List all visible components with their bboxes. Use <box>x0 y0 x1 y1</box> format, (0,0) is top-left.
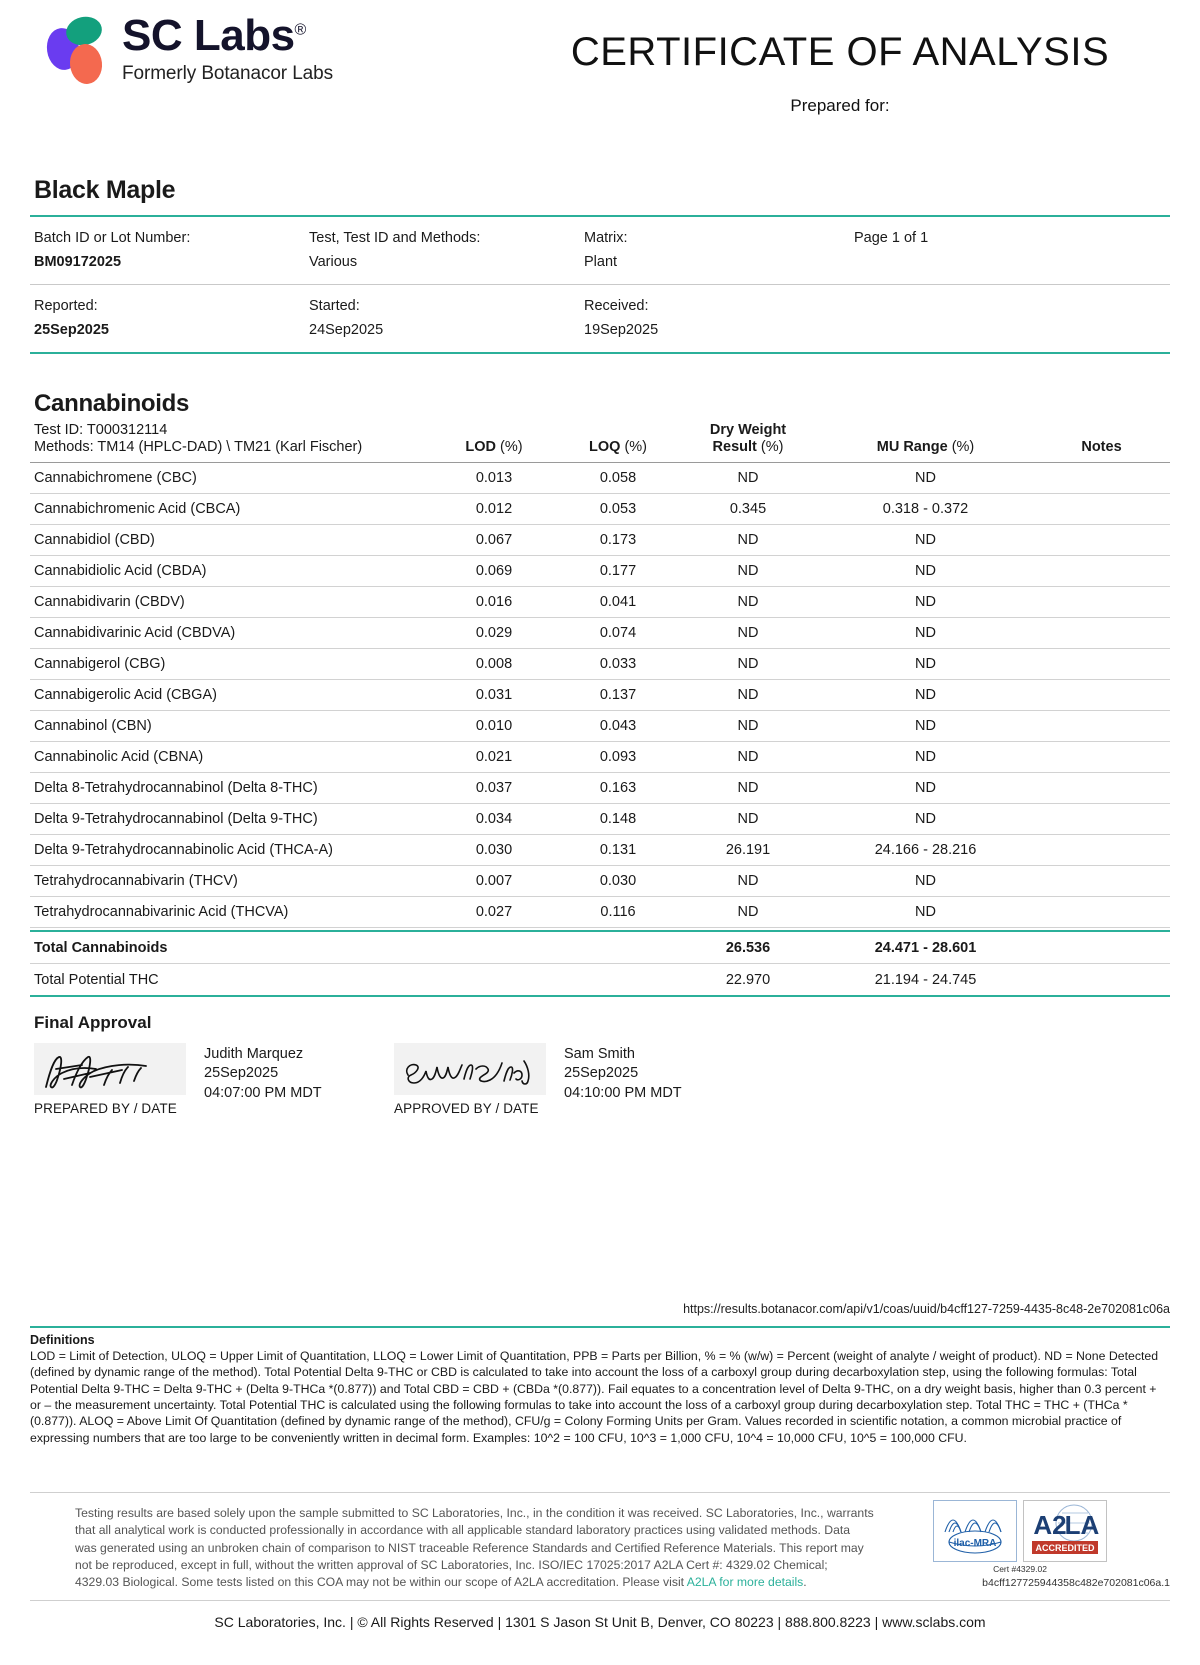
analyte-notes <box>1033 463 1170 494</box>
analyte-result: ND <box>678 773 818 804</box>
a2la-details-link[interactable]: A2LA for more details <box>686 1575 804 1590</box>
column-header-lod <box>430 439 558 461</box>
analyte-notes <box>1033 835 1170 866</box>
field-received <box>584 295 854 342</box>
analyte-lod: 0.021 <box>430 742 558 773</box>
analyte-name: Cannabigerolic Acid (CBGA) <box>30 680 430 711</box>
analyte-mu-range: ND <box>818 773 1033 804</box>
divider-teal-bottom <box>30 352 1170 354</box>
analyte-result: ND <box>678 556 818 587</box>
signature-meta <box>194 1043 322 1116</box>
analyte-mu-range: ND <box>818 897 1033 928</box>
analyte-mu-range: ND <box>818 587 1033 618</box>
analyte-result: ND <box>678 866 818 897</box>
table-row <box>30 618 1170 649</box>
analyte-lod: 0.008 <box>430 649 558 680</box>
analyte-name: Cannabinolic Acid (CBNA) <box>30 742 430 773</box>
a2la-accredited-text: ACCREDITED <box>1035 1543 1095 1553</box>
analyte-notes <box>1033 711 1170 742</box>
field-label: Received: <box>584 297 649 314</box>
analyte-notes <box>1033 494 1170 525</box>
analyte-mu-range: ND <box>818 680 1033 711</box>
analyte-lod: 0.031 <box>430 680 558 711</box>
analyte-notes <box>1033 587 1170 618</box>
analyte-mu-range: ND <box>818 866 1033 897</box>
total-result: 22.970 <box>678 963 818 996</box>
analyte-result: ND <box>678 804 818 835</box>
analyte-lod: 0.029 <box>430 618 558 649</box>
brand-tagline: Formerly Botanacor Labs <box>122 63 334 84</box>
certificate-title-block <box>510 10 1170 116</box>
analyte-loq: 0.074 <box>558 618 678 649</box>
signature-block-prepared-by <box>34 1043 394 1116</box>
signatory-time: 04:07:00 PM MDT <box>204 1085 322 1101</box>
analyte-notes <box>1033 680 1170 711</box>
brand-text <box>122 11 334 85</box>
total-result: 26.536 <box>678 931 818 964</box>
field-test-methods <box>309 227 584 274</box>
a2la-wordmark: A2 <box>1033 1510 1067 1540</box>
analyte-lod: 0.012 <box>430 494 558 525</box>
ilac-mra-logo-icon <box>933 1500 1017 1562</box>
analyte-notes <box>1033 897 1170 928</box>
analyte-loq: 0.131 <box>558 835 678 866</box>
field-spacer <box>854 295 1170 342</box>
analyte-mu-range: ND <box>818 804 1033 835</box>
analyte-name: Cannabinol (CBN) <box>30 711 430 742</box>
total-loq <box>558 931 678 964</box>
sample-info-row-1 <box>30 217 1170 284</box>
analyte-result: ND <box>678 463 818 494</box>
field-label: Matrix: <box>584 230 628 246</box>
mu-text: MU Range <box>876 438 948 455</box>
analyte-notes <box>1033 649 1170 680</box>
field-matrix <box>584 227 854 274</box>
table-row <box>30 866 1170 897</box>
spacer-cell <box>430 422 558 439</box>
total-notes <box>1033 931 1170 964</box>
analyte-lod: 0.069 <box>430 556 558 587</box>
final-approval-title: Final Approval <box>34 1012 152 1032</box>
field-value: 25Sep2025 <box>34 322 109 339</box>
analyte-mu-range: ND <box>818 463 1033 494</box>
analyte-loq: 0.030 <box>558 866 678 897</box>
field-value: 19Sep2025 <box>584 322 659 339</box>
total-row <box>30 963 1170 996</box>
disclaimer-text <box>75 1505 875 1592</box>
sc-labs-logo-icon <box>36 12 114 90</box>
signatory-date: 25Sep2025 <box>204 1065 279 1082</box>
analyte-name: Cannabidiolic Acid (CBDA) <box>30 556 430 587</box>
signature-caption: APPROVED BY / DATE <box>394 1100 539 1116</box>
table-row <box>30 773 1170 804</box>
table-subheader-testid <box>30 422 1170 439</box>
field-label: Started: <box>309 297 360 314</box>
analyte-lod: 0.034 <box>430 804 558 835</box>
page-header <box>30 0 1170 150</box>
total-loq <box>558 963 678 996</box>
field-label: Batch ID or Lot Number: <box>34 230 191 246</box>
analyte-lod: 0.027 <box>430 897 558 928</box>
total-mu-range: 21.194 - 24.745 <box>818 963 1033 996</box>
ilac-mra-icon <box>935 1502 1015 1560</box>
table-row <box>30 897 1170 928</box>
methods-label: Methods: TM14 (HPLC-DAD) \ TM21 (Karl Fischer) <box>34 438 363 455</box>
analyte-lod: 0.010 <box>430 711 558 742</box>
analyte-mu-range: ND <box>818 711 1033 742</box>
accreditation-cert-number: Cert #4329.02 <box>993 1564 1047 1574</box>
analyte-name: Tetrahydrocannabivarin (THCV) <box>30 866 430 897</box>
prepared-for-label: Prepared for: <box>790 96 890 115</box>
analyte-result: ND <box>678 742 818 773</box>
field-batch-id <box>34 227 309 274</box>
signature-image-column <box>34 1043 194 1116</box>
disclaimer-period: . <box>803 1575 807 1590</box>
total-rows-body <box>30 931 1170 996</box>
sample-name: Black Maple <box>34 176 176 204</box>
analyte-name: Tetrahydrocannabivarinic Acid (THCVA) <box>30 897 430 928</box>
signatory-date: 25Sep2025 <box>564 1065 639 1082</box>
analyte-loq: 0.058 <box>558 463 678 494</box>
analyte-lod: 0.037 <box>430 773 558 804</box>
signature-image-column <box>394 1043 554 1116</box>
test-id-label: Test ID: T000312114 <box>34 421 168 438</box>
analyte-result: ND <box>678 618 818 649</box>
divider-disclaimer <box>30 1492 1170 1493</box>
analyte-result: ND <box>678 649 818 680</box>
signatory-time: 04:10:00 PM MDT <box>564 1085 682 1101</box>
analyte-notes <box>1033 742 1170 773</box>
field-value: Various <box>309 254 358 271</box>
analyte-loq: 0.053 <box>558 494 678 525</box>
definitions-body: LOD = Limit of Detection, ULOQ = Upper Limit of Quantitation, LLOQ = Lower Limit of Quantitation, PPB = Parts per Billion, % = % (w/w) = Percent (weight of analyte / weight of product). ND = None Detected (defined by dynamic range of the method). Total Potential Delta 9-THC or CBD is calculated to take into account the loss of a carboxyl group during decarboxylation step, using the following formulas: Total Potential Delta 9-THC = Delta 9-THC + (Delta 9-THCa *(0.877)) and Total CBD = CBD + (CBDa *(0.877)). Fail equates to a concentration level of Delta 9-THC, on a dry weight basis, higher than 0.3 percent + or – the measurement uncertainty. Total Potential THC is calculated using the following formulas to take into account the loss of a carboxyl group during decarboxylation step. Total THC = THC + (THCa *(0.877)). ALOQ = Above Limit Of Quantitation (defined by dynamic range of the method), CFU/g = Colony Forming Units per Gram. Values recorded in scientific notation, a common microbial practice of expressing numbers that are too large to be conveniently written in decimal form. Examples: 10^2 = 100 CFU, 10^3 = 1,000 CFU, 10^4 = 10,000 CFU, 10^5 = 100,000 CFU. <box>30 1349 1159 1445</box>
divider-footer <box>30 1600 1170 1601</box>
total-notes <box>1033 963 1170 996</box>
registered-mark-icon: ® <box>294 21 306 39</box>
field-value: Plant <box>584 254 618 271</box>
column-header-notes: Notes <box>1081 438 1122 455</box>
analyte-name: Cannabidivarinic Acid (CBDVA) <box>30 618 430 649</box>
field-started <box>309 295 584 342</box>
accreditation-block <box>930 1500 1110 1574</box>
total-lod <box>430 931 558 964</box>
page-indicator-label: Page 1 of 1 <box>854 230 929 246</box>
analyte-notes <box>1033 618 1170 649</box>
analyte-result: ND <box>678 587 818 618</box>
a2la-logo-icon <box>1023 1500 1107 1562</box>
analyte-result: ND <box>678 897 818 928</box>
table-row <box>30 556 1170 587</box>
brand-logo <box>30 10 510 90</box>
dry-weight-label: Dry Weight <box>709 421 787 438</box>
field-label: Test, Test ID and Methods: <box>309 230 481 246</box>
analyte-mu-range: ND <box>818 525 1033 556</box>
definitions-title: Definitions <box>30 1333 95 1347</box>
table-row <box>30 711 1170 742</box>
section-title-cannabinoids: Cannabinoids <box>34 389 190 417</box>
column-header-mu-range <box>818 439 1033 461</box>
analyte-mu-range: 0.318 - 0.372 <box>818 494 1033 525</box>
analyte-result: 0.345 <box>678 494 818 525</box>
total-mu-range: 24.471 - 28.601 <box>818 931 1033 964</box>
analyte-name: Delta 9-Tetrahydrocannabinol (Delta 9-THC) <box>30 804 430 835</box>
analyte-name: Cannabichromenic Acid (CBCA) <box>30 494 430 525</box>
ilac-mra-text: ilac-MRA <box>953 1538 997 1549</box>
table-row <box>30 742 1170 773</box>
a2la-icon <box>1024 1501 1106 1561</box>
signatory-name: Sam Smith <box>564 1045 635 1062</box>
spacer-cell <box>818 422 1033 439</box>
loq-unit: (%) <box>624 438 647 455</box>
analyte-lod: 0.030 <box>430 835 558 866</box>
page-indicator <box>854 227 1170 274</box>
field-label: Reported: <box>34 297 98 314</box>
cannabinoids-table <box>30 422 1170 997</box>
table-row <box>30 587 1170 618</box>
table-row <box>30 835 1170 866</box>
table-row <box>30 804 1170 835</box>
analyte-mu-range: ND <box>818 556 1033 587</box>
analyte-notes <box>1033 804 1170 835</box>
analyte-lod: 0.007 <box>430 866 558 897</box>
analyte-notes <box>1033 866 1170 897</box>
mu-unit: (%) <box>951 438 975 455</box>
signature-caption: PREPARED BY / DATE <box>34 1100 177 1116</box>
analyte-loq: 0.116 <box>558 897 678 928</box>
table-row <box>30 680 1170 711</box>
field-value: BM09172025 <box>34 254 122 271</box>
table-row <box>30 463 1170 494</box>
column-header-result <box>678 439 818 461</box>
analyte-loq: 0.093 <box>558 742 678 773</box>
analyte-result: 26.191 <box>678 835 818 866</box>
divider-teal-definitions <box>30 1326 1170 1328</box>
total-lod <box>430 963 558 996</box>
analyte-loq: 0.041 <box>558 587 678 618</box>
analyte-mu-range: 24.166 - 28.216 <box>818 835 1033 866</box>
a2la-wordmark-2: LA <box>1064 1510 1100 1540</box>
analyte-lod: 0.067 <box>430 525 558 556</box>
analyte-rows-body <box>30 463 1170 931</box>
accreditation-uuid: b4cff127725944358c482e702081c06a.1 <box>982 1577 1170 1589</box>
analyte-notes <box>1033 525 1170 556</box>
table-row <box>30 494 1170 525</box>
total-label: Total Cannabinoids <box>30 931 430 964</box>
analyte-mu-range: ND <box>818 618 1033 649</box>
analyte-name: Delta 8-Tetrahydrocannabinol (Delta 8-THC) <box>30 773 430 804</box>
analyte-notes <box>1033 773 1170 804</box>
analyte-notes <box>1033 556 1170 587</box>
analyte-name: Cannabidiol (CBD) <box>30 525 430 556</box>
table-row <box>30 525 1170 556</box>
analyte-name: Cannabigerol (CBG) <box>30 649 430 680</box>
signature-image-sam-smith <box>394 1043 546 1095</box>
result-text: Result <box>712 438 757 455</box>
analyte-lod: 0.013 <box>430 463 558 494</box>
spacer-cell <box>1033 422 1170 439</box>
brand-wordmark <box>122 11 306 60</box>
signature-meta <box>554 1043 682 1116</box>
sample-info-row-2 <box>30 285 1170 352</box>
analyte-loq: 0.043 <box>558 711 678 742</box>
analyte-loq: 0.033 <box>558 649 678 680</box>
column-header-loq <box>558 439 678 461</box>
analyte-name: Cannabidivarin (CBDV) <box>30 587 430 618</box>
field-reported <box>34 295 309 342</box>
page-title: CERTIFICATE OF ANALYSIS <box>570 30 1110 74</box>
loq-text: LOQ <box>588 438 621 455</box>
page-footer: SC Laboratories, Inc. | © All Rights Reserved | 1301 S Jason St Unit B, Denver, CO 80223 | 888.800.8223 | www.sclabs.com <box>214 1614 986 1630</box>
total-label: Total Potential THC <box>30 963 430 996</box>
total-row <box>30 931 1170 964</box>
spacer-cell <box>558 422 678 439</box>
lod-unit: (%) <box>500 438 523 455</box>
field-value: 24Sep2025 <box>309 322 384 339</box>
analyte-result: ND <box>678 711 818 742</box>
analyte-loq: 0.148 <box>558 804 678 835</box>
signature-image-judith-marquez <box>34 1043 186 1095</box>
table-header-row <box>30 439 1170 461</box>
coa-url[interactable]: https://results.botanacor.com/api/v1/coas/uuid/b4cff127-7259-4435-8c48-2e702081c06a <box>683 1302 1170 1316</box>
signatory-name: Judith Marquez <box>204 1045 304 1062</box>
analyte-result: ND <box>678 525 818 556</box>
result-unit: (%) <box>760 438 784 455</box>
analyte-result: ND <box>678 680 818 711</box>
accreditation-logos <box>930 1500 1110 1562</box>
lod-text: LOD <box>465 438 496 455</box>
analyte-loq: 0.163 <box>558 773 678 804</box>
brand-name: SC Labs <box>122 11 295 60</box>
signature-section <box>30 1043 1170 1116</box>
analyte-lod: 0.016 <box>430 587 558 618</box>
table-row <box>30 649 1170 680</box>
analyte-loq: 0.137 <box>558 680 678 711</box>
analyte-mu-range: ND <box>818 742 1033 773</box>
disclaimer-body: Testing results are based solely upon the sample submitted to SC Laboratories, Inc., in the condition it was received. SC Laboratories, Inc., warrants that all analytical work is conducted professionally in accordance with all applicable standard laboratory practices using validated methods. Data was generated using an unbroken chain of comparison to NIST traceable Reference Standards and Certified Reference Materials. This report may not be reproduced, except in full, without the written approval of SC Laboratories, Inc. ISO/IEC 17025:2017 A2LA Cert #: 4329.02 Chemical; 4329.03 Biological. Some tests listed on this COA may not be within our scope of A2LA accreditation. Please visit <box>75 1506 874 1590</box>
analyte-loq: 0.177 <box>558 556 678 587</box>
signature-block-approved-by <box>394 1043 754 1116</box>
logo-ellipses-icon <box>36 12 114 90</box>
analyte-mu-range: ND <box>818 649 1033 680</box>
analyte-loq: 0.173 <box>558 525 678 556</box>
analyte-name: Delta 9-Tetrahydrocannabinolic Acid (THCA-A) <box>30 835 430 866</box>
definitions-section <box>30 1333 1170 1446</box>
analyte-name: Cannabichromene (CBC) <box>30 463 430 494</box>
